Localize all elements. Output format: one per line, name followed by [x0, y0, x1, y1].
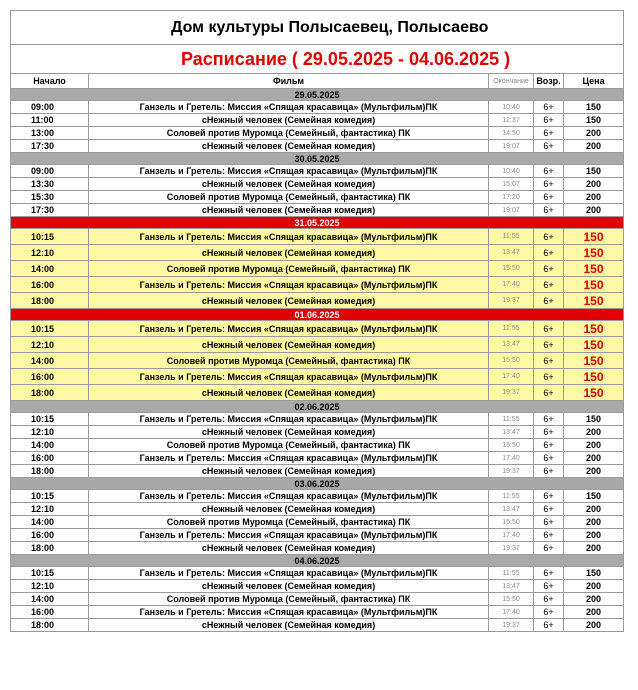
session-age-rating: 6+ [534, 619, 564, 632]
day-date: 03.06.2025 [11, 478, 624, 490]
session-price: 200 [564, 580, 624, 593]
session-price: 200 [564, 140, 624, 153]
session-price: 150 [564, 293, 624, 309]
session-start-time: 10:15 [11, 490, 89, 503]
session-start-time: 14:00 [11, 353, 89, 369]
session-age-rating: 6+ [534, 114, 564, 127]
session-row [11, 178, 624, 191]
session-age-rating: 6+ [534, 503, 564, 516]
day-date: 02.06.2025 [11, 401, 624, 413]
session-row [11, 277, 624, 293]
session-price: 200 [564, 439, 624, 452]
session-row [11, 516, 624, 529]
session-age-rating: 6+ [534, 413, 564, 426]
session-film-title: сНежный человек (Семейная комедия) [89, 580, 489, 593]
day-header-row [11, 153, 624, 165]
session-price: 200 [564, 191, 624, 204]
session-price: 150 [564, 165, 624, 178]
session-row [11, 191, 624, 204]
session-price: 150 [564, 261, 624, 277]
session-end-time: 15:50 [489, 353, 534, 369]
session-start-time: 12:10 [11, 426, 89, 439]
session-age-rating: 6+ [534, 353, 564, 369]
header-row [11, 74, 624, 89]
session-row [11, 542, 624, 555]
session-price: 150 [564, 114, 624, 127]
session-film-title: сНежный человек (Семейная комедия) [89, 114, 489, 127]
session-age-rating: 6+ [534, 229, 564, 245]
session-price: 150 [564, 413, 624, 426]
session-age-rating: 6+ [534, 439, 564, 452]
session-start-time: 10:15 [11, 413, 89, 426]
session-end-time: 19:37 [489, 542, 534, 555]
session-price: 200 [564, 529, 624, 542]
session-price: 200 [564, 593, 624, 606]
session-start-time: 09:00 [11, 165, 89, 178]
session-price: 200 [564, 204, 624, 217]
session-film-title: сНежный человек (Семейная комедия) [89, 542, 489, 555]
session-age-rating: 6+ [534, 542, 564, 555]
session-end-time: 19:37 [489, 293, 534, 309]
session-film-title: сНежный человек (Семейная комедия) [89, 178, 489, 191]
session-end-time: 19:37 [489, 385, 534, 401]
session-price: 150 [564, 229, 624, 245]
session-row [11, 204, 624, 217]
session-row [11, 490, 624, 503]
session-price: 150 [564, 277, 624, 293]
session-age-rating: 6+ [534, 529, 564, 542]
session-end-time: 19:07 [489, 140, 534, 153]
session-end-time: 15:50 [489, 261, 534, 277]
session-start-time: 18:00 [11, 542, 89, 555]
subtitle-row [11, 45, 624, 74]
session-start-time: 09:00 [11, 101, 89, 114]
session-age-rating: 6+ [534, 606, 564, 619]
session-film-title: Ганзель и Гретель: Миссия «Спящая красавица» (Мультфильм)ПК [89, 165, 489, 178]
session-row [11, 580, 624, 593]
session-start-time: 14:00 [11, 439, 89, 452]
session-end-time: 11:55 [489, 567, 534, 580]
session-row [11, 353, 624, 369]
session-film-title: Соловей против Муромца (Семейный, фантастика) ПК [89, 261, 489, 277]
session-row [11, 439, 624, 452]
session-age-rating: 6+ [534, 337, 564, 353]
session-row [11, 426, 624, 439]
session-film-title: Ганзель и Гретель: Миссия «Спящая красавица» (Мультфильм)ПК [89, 490, 489, 503]
session-film-title: Ганзель и Гретель: Миссия «Спящая красавица» (Мультфильм)ПК [89, 606, 489, 619]
session-end-time: 11:55 [489, 321, 534, 337]
session-end-time: 13:47 [489, 426, 534, 439]
session-end-time: 17:40 [489, 369, 534, 385]
session-price: 150 [564, 385, 624, 401]
session-film-title: сНежный человек (Семейная комедия) [89, 245, 489, 261]
session-end-time: 19:37 [489, 619, 534, 632]
session-start-time: 16:00 [11, 277, 89, 293]
session-row [11, 606, 624, 619]
session-film-title: Соловей против Муромца (Семейный, фантастика) ПК [89, 593, 489, 606]
session-row [11, 385, 624, 401]
session-row [11, 529, 624, 542]
session-film-title: Соловей против Муромца (Семейный, фантастика) ПК [89, 516, 489, 529]
session-film-title: сНежный человек (Семейная комедия) [89, 385, 489, 401]
session-age-rating: 6+ [534, 277, 564, 293]
session-age-rating: 6+ [534, 593, 564, 606]
session-age-rating: 6+ [534, 204, 564, 217]
session-end-time: 17:40 [489, 529, 534, 542]
session-end-time: 11:55 [489, 490, 534, 503]
session-start-time: 17:30 [11, 140, 89, 153]
session-row [11, 452, 624, 465]
session-start-time: 10:15 [11, 567, 89, 580]
session-start-time: 10:15 [11, 321, 89, 337]
session-row [11, 593, 624, 606]
session-age-rating: 6+ [534, 293, 564, 309]
session-age-rating: 6+ [534, 101, 564, 114]
session-start-time: 10:15 [11, 229, 89, 245]
session-row [11, 140, 624, 153]
session-row [11, 261, 624, 277]
session-film-title: Ганзель и Гретель: Миссия «Спящая красавица» (Мультфильм)ПК [89, 529, 489, 542]
session-age-rating: 6+ [534, 165, 564, 178]
header-start: Начало [11, 74, 89, 89]
session-start-time: 16:00 [11, 369, 89, 385]
session-age-rating: 6+ [534, 426, 564, 439]
header-film: Фильм [89, 74, 489, 89]
session-price: 200 [564, 465, 624, 478]
session-price: 150 [564, 101, 624, 114]
session-age-rating: 6+ [534, 127, 564, 140]
session-row [11, 369, 624, 385]
header-end: Окончание [489, 74, 534, 89]
session-end-time: 15:50 [489, 593, 534, 606]
session-film-title: сНежный человек (Семейная комедия) [89, 619, 489, 632]
session-end-time: 10:40 [489, 165, 534, 178]
session-age-rating: 6+ [534, 490, 564, 503]
session-film-title: Соловей против Муромца (Семейный, фантастика) ПК [89, 439, 489, 452]
session-row [11, 165, 624, 178]
session-end-time: 15:50 [489, 516, 534, 529]
session-film-title: Ганзель и Гретель: Миссия «Спящая красавица» (Мультфильм)ПК [89, 321, 489, 337]
session-age-rating: 6+ [534, 369, 564, 385]
session-price: 150 [564, 337, 624, 353]
session-film-title: сНежный человек (Семейная комедия) [89, 204, 489, 217]
session-end-time: 17:40 [489, 606, 534, 619]
day-date: 31.05.2025 [11, 217, 624, 229]
session-film-title: сНежный человек (Семейная комедия) [89, 140, 489, 153]
schedule-period-title: Расписание ( 29.05.2025 - 04.06.2025 ) [11, 45, 624, 74]
schedule-table [10, 10, 624, 632]
session-age-rating: 6+ [534, 567, 564, 580]
session-end-time: 15:07 [489, 178, 534, 191]
day-date: 30.05.2025 [11, 153, 624, 165]
session-price: 200 [564, 619, 624, 632]
session-row [11, 619, 624, 632]
session-price: 200 [564, 127, 624, 140]
session-row [11, 503, 624, 516]
session-start-time: 18:00 [11, 385, 89, 401]
session-row [11, 465, 624, 478]
schedule-page [10, 10, 623, 632]
session-row [11, 413, 624, 426]
session-end-time: 17:40 [489, 452, 534, 465]
session-film-title: сНежный человек (Семейная комедия) [89, 465, 489, 478]
session-row [11, 114, 624, 127]
day-date: 04.06.2025 [11, 555, 624, 567]
header-age: Возр. [534, 74, 564, 89]
session-start-time: 14:00 [11, 261, 89, 277]
day-header-row [11, 478, 624, 490]
session-price: 150 [564, 567, 624, 580]
session-row [11, 101, 624, 114]
session-age-rating: 6+ [534, 321, 564, 337]
session-price: 200 [564, 426, 624, 439]
session-price: 150 [564, 321, 624, 337]
session-price: 200 [564, 542, 624, 555]
session-start-time: 17:30 [11, 204, 89, 217]
session-row [11, 229, 624, 245]
session-film-title: Ганзель и Гретель: Миссия «Спящая красавица» (Мультфильм)ПК [89, 452, 489, 465]
session-film-title: сНежный человек (Семейная комедия) [89, 293, 489, 309]
session-age-rating: 6+ [534, 261, 564, 277]
session-row [11, 127, 624, 140]
session-row [11, 321, 624, 337]
session-start-time: 11:00 [11, 114, 89, 127]
session-end-time: 11:55 [489, 229, 534, 245]
session-start-time: 13:00 [11, 127, 89, 140]
session-start-time: 14:00 [11, 516, 89, 529]
session-start-time: 13:30 [11, 178, 89, 191]
session-film-title: Ганзель и Гретель: Миссия «Спящая красавица» (Мультфильм)ПК [89, 277, 489, 293]
session-start-time: 18:00 [11, 293, 89, 309]
session-row [11, 293, 624, 309]
header-price: Цена [564, 74, 624, 89]
session-start-time: 16:00 [11, 452, 89, 465]
session-age-rating: 6+ [534, 465, 564, 478]
session-age-rating: 6+ [534, 580, 564, 593]
session-age-rating: 6+ [534, 385, 564, 401]
session-film-title: Ганзель и Гретель: Миссия «Спящая красавица» (Мультфильм)ПК [89, 369, 489, 385]
session-price: 150 [564, 353, 624, 369]
session-end-time: 14:50 [489, 127, 534, 140]
session-row [11, 245, 624, 261]
session-film-title: Ганзель и Гретель: Миссия «Спящая красавица» (Мультфильм)ПК [89, 567, 489, 580]
session-price: 150 [564, 369, 624, 385]
session-price: 200 [564, 516, 624, 529]
session-end-time: 19:37 [489, 465, 534, 478]
session-end-time: 13:47 [489, 580, 534, 593]
session-price: 150 [564, 490, 624, 503]
session-age-rating: 6+ [534, 452, 564, 465]
session-row [11, 337, 624, 353]
session-start-time: 16:00 [11, 606, 89, 619]
session-start-time: 14:00 [11, 593, 89, 606]
venue-title: Дом культуры Полысаевец, Полысаево [11, 11, 624, 45]
title-row [11, 11, 624, 45]
session-age-rating: 6+ [534, 245, 564, 261]
day-date: 29.05.2025 [11, 89, 624, 101]
day-date: 01.06.2025 [11, 309, 624, 321]
session-end-time: 13:47 [489, 503, 534, 516]
session-price: 200 [564, 606, 624, 619]
session-end-time: 12:37 [489, 114, 534, 127]
session-start-time: 12:10 [11, 337, 89, 353]
session-end-time: 11:55 [489, 413, 534, 426]
session-film-title: Ганзель и Гретель: Миссия «Спящая красавица» (Мультфильм)ПК [89, 229, 489, 245]
session-start-time: 15:30 [11, 191, 89, 204]
session-end-time: 17:40 [489, 277, 534, 293]
session-end-time: 15:50 [489, 439, 534, 452]
session-price: 200 [564, 178, 624, 191]
session-film-title: сНежный человек (Семейная комедия) [89, 337, 489, 353]
day-header-row [11, 555, 624, 567]
session-start-time: 18:00 [11, 465, 89, 478]
day-header-row [11, 217, 624, 229]
session-age-rating: 6+ [534, 178, 564, 191]
day-header-row [11, 401, 624, 413]
session-film-title: Ганзель и Гретель: Миссия «Спящая красавица» (Мультфильм)ПК [89, 101, 489, 114]
session-price: 150 [564, 245, 624, 261]
session-end-time: 17:20 [489, 191, 534, 204]
day-header-row [11, 89, 624, 101]
session-film-title: Соловей против Муромца (Семейный, фантастика) ПК [89, 353, 489, 369]
session-end-time: 13:47 [489, 245, 534, 261]
session-price: 200 [564, 503, 624, 516]
session-end-time: 10:40 [489, 101, 534, 114]
session-row [11, 567, 624, 580]
session-end-time: 13:47 [489, 337, 534, 353]
session-end-time: 19:07 [489, 204, 534, 217]
session-age-rating: 6+ [534, 516, 564, 529]
session-start-time: 12:10 [11, 580, 89, 593]
session-age-rating: 6+ [534, 191, 564, 204]
session-film-title: сНежный человек (Семейная комедия) [89, 426, 489, 439]
session-start-time: 18:00 [11, 619, 89, 632]
session-start-time: 12:10 [11, 503, 89, 516]
session-start-time: 12:10 [11, 245, 89, 261]
session-film-title: сНежный человек (Семейная комедия) [89, 503, 489, 516]
session-age-rating: 6+ [534, 140, 564, 153]
session-film-title: Соловей против Муромца (Семейный, фантастика) ПК [89, 191, 489, 204]
day-header-row [11, 309, 624, 321]
session-film-title: Ганзель и Гретель: Миссия «Спящая красавица» (Мультфильм)ПК [89, 413, 489, 426]
session-film-title: Соловей против Муромца (Семейный, фантастика) ПК [89, 127, 489, 140]
session-start-time: 16:00 [11, 529, 89, 542]
session-price: 200 [564, 452, 624, 465]
